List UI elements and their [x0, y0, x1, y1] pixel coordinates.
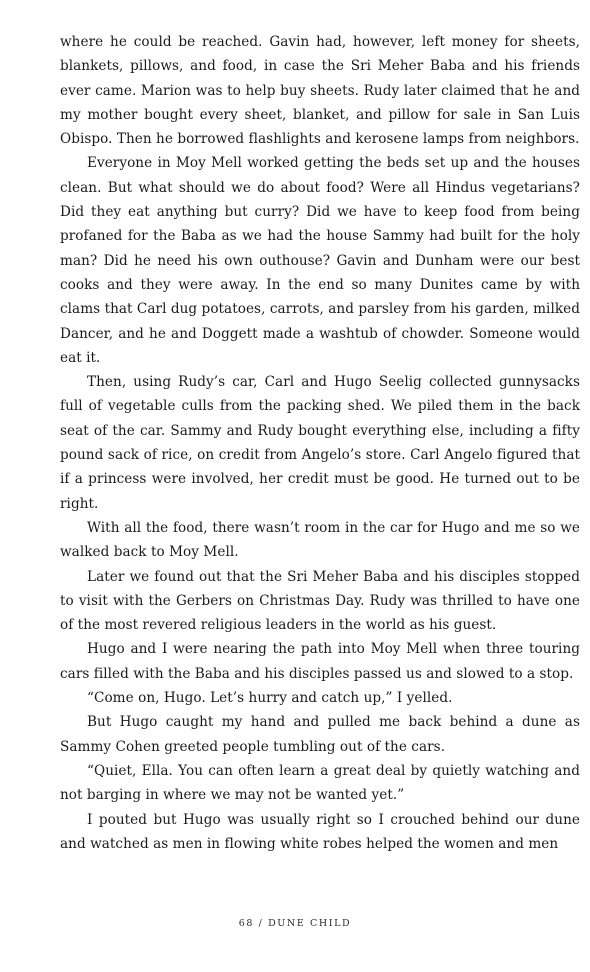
- paragraph: “Come on, Hugo. Let’s hurry and catch up,” I yelled.: [87, 690, 453, 707]
- paragraph: Everyone in Moy Mell worked getting the beds set up and the houses clean. But what should we do about food? Were all Hindus vegetarians? Did they eat anything but curry? Did we have to keep food from being profaned for the Baba as we had the house Sammy had built for the holy man? Did he need his own outhouse? Gavin and Dunham were our best cooks and they were away. In the end so many Dunites came by with clams that Carl dug potatoes, carrots, and parsley from his garden, milked Dancer, and he and Doggett made a washtub of chowder. Someone would eat it.: [60, 155, 580, 366]
- paragraph: Hugo and I were nearing the path into Moy Mell when three touring cars filled with the Baba and his disciples passed us and slowed to a stop.: [60, 641, 580, 682]
- paragraph: Then, using Rudy’s car, Carl and Hugo Seelig collected gunnysacks full of vegetable culls from the packing shed. We piled them in the back seat of the car. Sammy and Rudy bought everything else, including a fifty pound sack of rice, on credit from Angelo’s store. Carl Angelo figured that if a princess were involved, her credit must be good. He turned out to be right.: [60, 374, 580, 512]
- paragraph: “Quiet, Ella. You can often learn a great deal by quietly watching and not barging in where we may not be wanted yet.”: [60, 762, 580, 804]
- page-footer: 68 / DUNE CHILD: [238, 918, 352, 929]
- paragraph: Later we found out that the Sri Meher Baba and his disciples stopped to visit with the Gerbers on Christmas Day. Rudy was thrilled to have one of the most revered religious leaders in the world as his guest.: [60, 568, 580, 634]
- body-text: [60, 30, 580, 856]
- paragraph: where he could be reached. Gavin had, however, left money for sheets, blankets, pillows, and food, in case the Sri Meher Baba and his friends ever came. Marion was to help buy sheets. Rudy later claimed that he and my mother bought every sheet, blanket, and pillow for sale in San Luis Obispo. Then he borrowed flashlights and kerosene lamps from neighbors.: [60, 34, 580, 148]
- paragraph: With all the food, there wasn’t room in the car for Hugo and me so we walked back to Moy Mell.: [60, 519, 580, 561]
- paragraph: I pouted but Hugo was usually right so I crouched behind our dune and watched as men in flowing white robes helped the women and men: [60, 811, 580, 852]
- paragraph: But Hugo caught my hand and pulled me back behind a dune as Sammy Cohen greeted people tumbling out of the cars.: [60, 714, 580, 755]
